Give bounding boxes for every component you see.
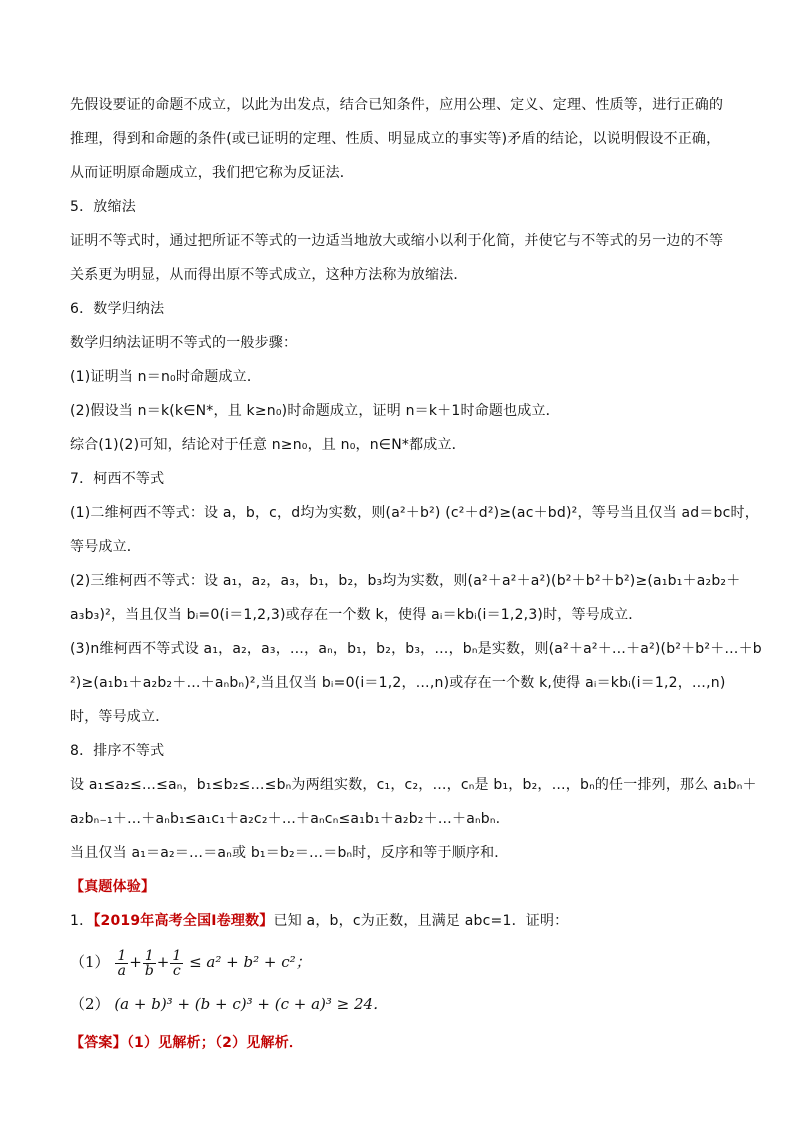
fraction-1-over-a (115, 949, 128, 978)
text-line: (1)二维柯西不等式：设 a，b，c，d均为实数，则(a²＋b²) (c²＋d²)≥(ac＋bd)²，等号当且仅当 ad＝bc时， (70, 505, 759, 521)
text-line: 从而证明原命题成立，我们把它称为反证法． (70, 165, 354, 181)
text-line: 关系更为明显，从而得出原不等式成立，这种方法称为放缩法． (70, 267, 468, 283)
inequality-rhs: ≤ a² + b² + c²； (189, 953, 311, 971)
text-line: (2)假设当 n＝k(k∈N*，且 k≥n₀)时命题成立，证明 n＝k＋1时命题也成立． (70, 403, 560, 419)
text-line: (1)证明当 n＝n₀时命题成立． (70, 369, 262, 385)
question-source: 【2019年高考全国Ⅰ卷理数】 (93, 913, 274, 929)
paragraph-rearrangement (70, 774, 757, 864)
text-line: (2)三维柯西不等式：设 a₁，a₂，a₃，b₁，b₂，b₃均为实数，则(a²＋a²＋a²)(b²＋b²＋b²)≥(a₁b₁＋a₂b₂＋ (70, 573, 741, 589)
formula-part-2 (70, 986, 730, 1022)
fraction-numerator: 1 (143, 949, 156, 964)
text-line: 设 a₁≤a₂≤…≤aₙ，b₁≤b₂≤…≤bₙ为两组实数，c₁，c₂，…，cₙ是 b₁，b₂，…，bₙ的任一排列，那么 a₁bₙ＋ (70, 777, 757, 793)
text-line: 先假设要证的命题不成立，以此为出发点，结合已知条件，应用公理、定义、定理、性质等，进行正确的 (70, 97, 724, 113)
fraction-1-over-c (170, 949, 183, 978)
document-page (70, 94, 762, 1066)
part-label: （2） (70, 995, 110, 1013)
inequality-expression: (a + b)³ + (b + c)³ + (c + a)³ ≥ 24． (114, 995, 389, 1013)
answer-text: （1）见解析；（2）见解析． (126, 1035, 304, 1051)
fraction-denominator: c (172, 962, 181, 979)
fraction-denominator: a (117, 962, 126, 979)
formula-part-1: （1） $\frac{1}{a}$ + $\frac{1}{b}$ + $\frac{1}{c}$ ≤ a² + b² + c²； (70, 947, 311, 979)
part-label: （1） (70, 953, 110, 971)
text-line: 推理，得到和命题的条件(或已证明的定理、性质、明显成立的事实等)矛盾的结论，以说明假设不正确， (70, 131, 721, 147)
text-line: 等号成立． (70, 539, 141, 555)
section-label-real-exam: 【真题体验】 (70, 879, 156, 895)
text-line: a₂bₙ₋₁＋…＋aₙb₁≤a₁c₁＋a₂c₂＋…＋aₙcₙ≤a₁b₁＋a₂b₂＋…＋aₙbₙ. (70, 811, 501, 827)
heading-cauchy: 7．柯西不等式 (70, 471, 165, 487)
heading-scaling-method: 5．放缩法 (70, 199, 136, 215)
paragraph-scaling-method (70, 230, 730, 286)
text-line: a₃b₃)²，当且仅当 bᵢ=0(i＝1,2,3)或存在一个数 k，使得 aᵢ＝kbᵢ(i＝1,2,3)时，等号成立． (70, 607, 643, 623)
fraction-numerator: 1 (172, 947, 182, 964)
fraction-numerator: 1 (117, 947, 127, 964)
question-1 (70, 910, 730, 932)
answer-label: 【答案】 (70, 1035, 127, 1051)
text-line: 综合(1)(2)可知，结论对于任意 n≥n₀，且 n₀，n∈N*都成立． (70, 437, 466, 453)
heading-induction: 6．数学归纳法 (70, 301, 165, 317)
question-text: 已知 a，b，c为正数，且满足 abc=1．证明： (273, 913, 569, 929)
answer-line (70, 1032, 730, 1054)
fraction-1-over-b (143, 949, 156, 978)
text-line: 证明不等式时，通过把所证不等式的一边适当地放大或缩小以利于化简，并使它与不等式的另一边的不等 (70, 233, 724, 249)
text-line: 当且仅当 a₁＝a₂＝…＝aₙ或 b₁＝b₂＝…＝bₙ时，反序和等于顺序和． (70, 845, 509, 861)
paragraph-cauchy (70, 502, 762, 728)
text-line: (3)n维柯西不等式设 a₁，a₂，a₃，…，aₙ，b₁，b₂，b₃，…，bₙ是实数，则(a²＋a²＋…＋a²)(b²＋b²＋…＋b (70, 641, 762, 657)
text-line: ²)≥(a₁b₁＋a₂b₂＋…＋aₙbₙ)²,当且仅当 bᵢ=0(i＝1,2，…,n)或存在一个数 k,使得 aᵢ＝kbᵢ(i＝1,2，…,n) (70, 675, 726, 691)
fraction-denominator: b (144, 962, 154, 979)
heading-rearrangement: 8．排序不等式 (70, 743, 165, 759)
text-line: 数学归纳法证明不等式的一般步骤： (70, 335, 298, 351)
paragraph-proof-by-contradiction (70, 94, 730, 184)
text-line: 时，等号成立． (70, 709, 170, 725)
paragraph-induction (70, 332, 730, 456)
question-number: 1． (70, 913, 94, 929)
